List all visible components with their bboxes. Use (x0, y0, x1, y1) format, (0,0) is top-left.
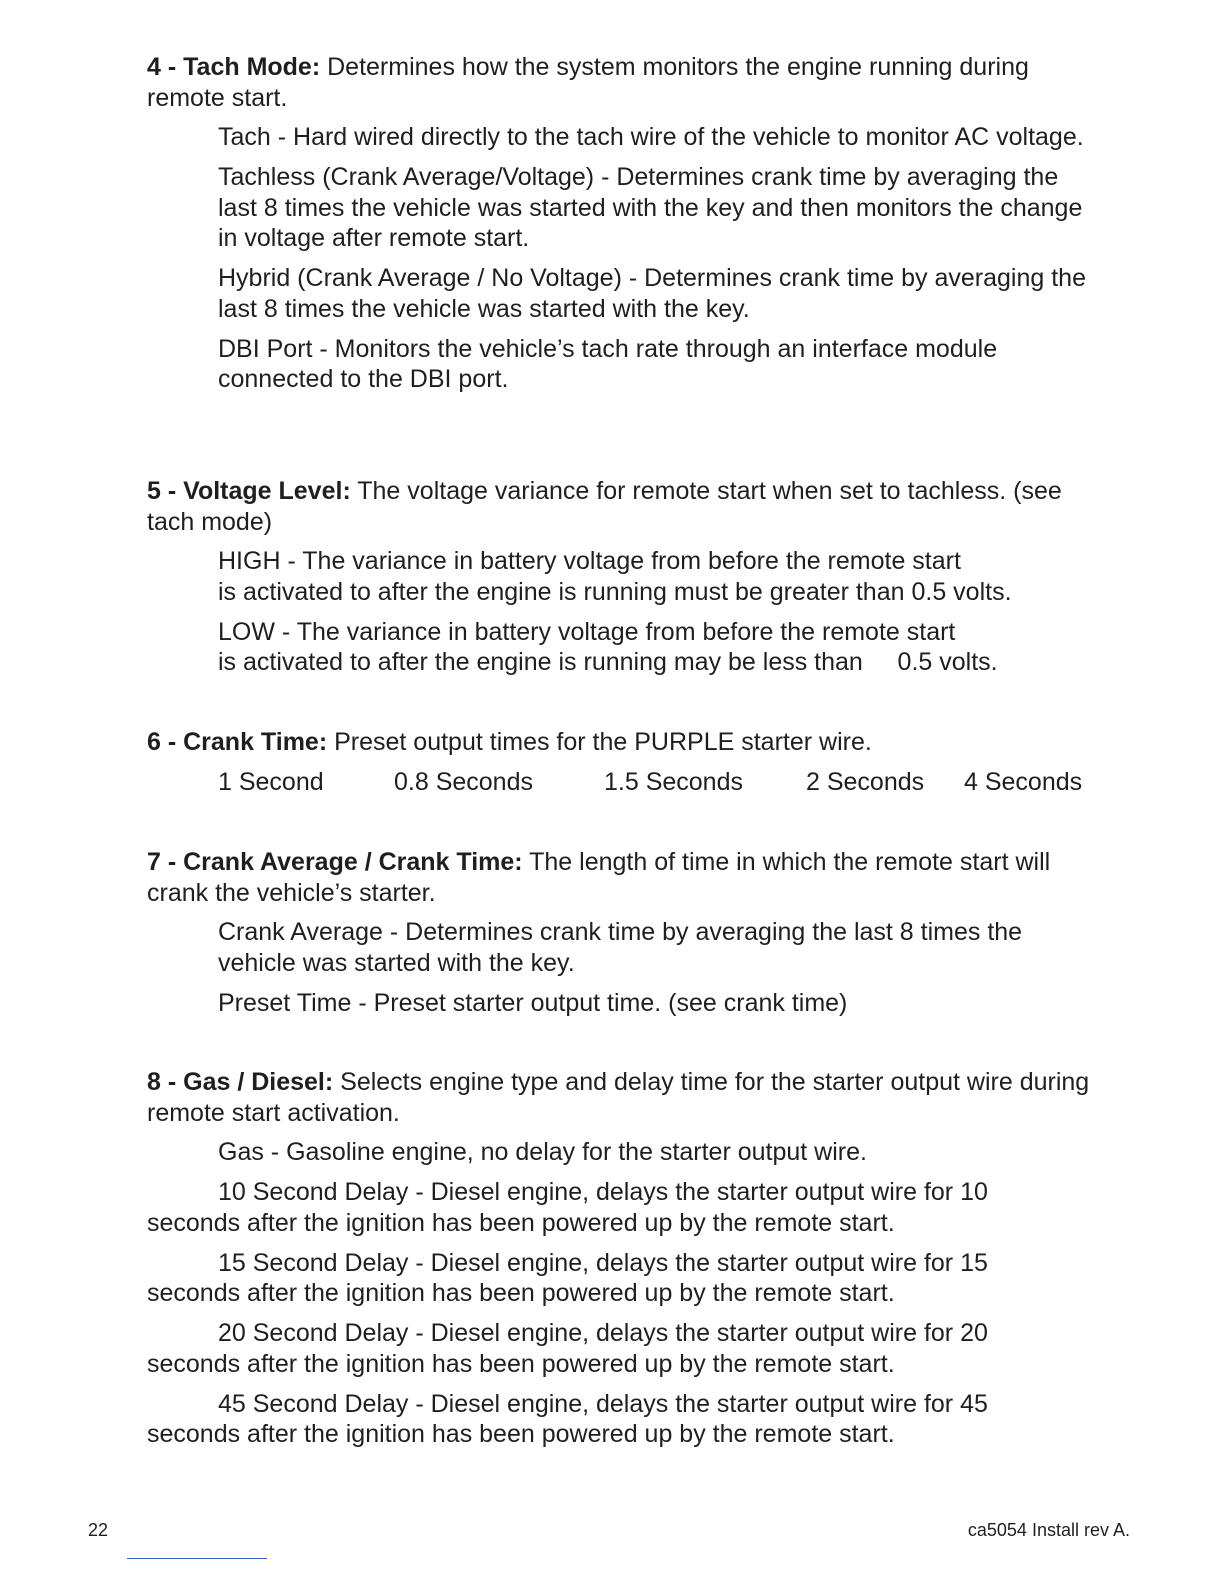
section-description: Preset output times for the PURPLE starter wire. (327, 728, 872, 756)
section-heading (147, 727, 1097, 758)
section-number: 6 - (147, 728, 184, 756)
section-crank-time (147, 727, 1097, 797)
section-crank-average (147, 847, 1097, 1018)
option-low (218, 617, 1097, 678)
document-id: ca5054 Install rev A. (967, 1520, 1130, 1540)
option-hybrid: Hybrid (Crank Average / No Voltage) - Determines crank time by averaging the last 8 times the vehicle was started with the key. (218, 264, 1086, 323)
section-label: Gas / Diesel: (183, 1068, 334, 1096)
option-low-line-2: is activated to after the engine is running may be less than 0.5 volts. (218, 648, 998, 676)
footer-rule (127, 1558, 267, 1559)
section-number: 5 - (147, 477, 184, 505)
section-label: Tach Mode: (183, 53, 321, 81)
section-label: Voltage Level: (183, 477, 351, 505)
section-description: Selects engine type and delay time for the starter output wire during remote start activation. (147, 1068, 1090, 1127)
option-tachless: Tachless (Crank Average/Voltage) - Determines crank time by averaging the last 8 times the vehicle was started with the key and then monitors the change in voltage after remote start. (218, 163, 1083, 252)
section-number: 8 - (147, 1068, 184, 1096)
section-description: The voltage variance for remote start when set to tachless. (see tach mode) (147, 477, 1062, 536)
section-heading (147, 1067, 1097, 1128)
section-number: 7 - (147, 848, 184, 876)
section-heading (147, 52, 1097, 113)
option-high-line-1: HIGH - The variance in battery voltage from before the remote start (218, 547, 961, 575)
option-gas: Gas - Gasoline engine, no delay for the starter output wire. (218, 1138, 867, 1166)
section-label: Crank Time: (183, 728, 328, 756)
option-20-second-delay: 20 Second Delay - Diesel engine, delays the starter output wire for 20 seconds after the ignition has been powered up by the remote start. (147, 1319, 988, 1378)
option-15-second-delay: 15 Second Delay - Diesel engine, delays the starter output wire for 15 seconds after the ignition has been powered up by the remote start. (147, 1248, 988, 1307)
page-number: 22 (88, 1520, 109, 1540)
section-tach-mode (147, 52, 1097, 395)
option-tach: Tach - Hard wired directly to the tach wire of the vehicle to monitor AC voltage. (218, 123, 1084, 151)
crank-option-1-5s: 1.5 Seconds (604, 767, 743, 796)
crank-option-2s: 2 Seconds (806, 767, 925, 796)
section-description: Determines how the system monitors the engine running during remote start. (147, 53, 1029, 112)
section-heading (147, 847, 1097, 908)
option-dbi-port: DBI Port - Monitors the vehicle’s tach rate through an interface module connected to the DBI port. (218, 334, 998, 393)
option-10-second-delay: 10 Second Delay - Diesel engine, delays the starter output wire for 10 seconds after the ignition has been powered up by the remote start. (147, 1178, 988, 1237)
option-preset-time: Preset Time - Preset starter output time. (see crank time) (218, 988, 848, 1017)
crank-option-0-8s: 0.8 Seconds (394, 767, 533, 796)
section-gas-diesel (147, 1067, 1097, 1450)
section-description: The length of time in which the remote start will crank the vehicle’s starter. (147, 848, 1051, 907)
option-high (218, 546, 1097, 607)
crank-time-options (147, 767, 1097, 797)
section-heading (147, 476, 1097, 537)
crank-option-1s: 1 Second (218, 767, 324, 796)
option-45-second-delay: 45 Second Delay - Diesel engine, delays the starter output wire for 45 seconds after the ignition has been powered up by the remote start. (147, 1389, 988, 1448)
crank-option-4s: 4 Seconds (964, 767, 1083, 796)
section-label: Crank Average / Crank Time: (183, 848, 523, 876)
option-high-line-2: is activated to after the engine is running must be greater than 0.5 volts. (218, 577, 1012, 606)
option-low-line-1: LOW - The variance in battery voltage from before the remote start (218, 617, 956, 646)
option-crank-average: Crank Average - Determines crank time by averaging the last 8 times the vehicle was started with the key. (218, 918, 1023, 977)
section-number: 4 - (147, 53, 184, 81)
section-voltage-level (147, 476, 1097, 678)
